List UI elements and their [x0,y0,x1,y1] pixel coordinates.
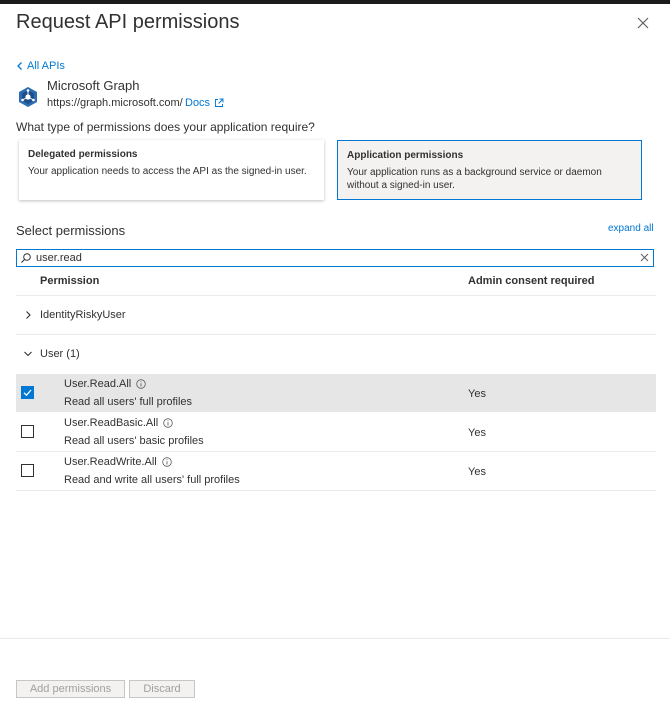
permission-description: Read and write all users' full profiles [64,474,240,486]
permission-name-cell [64,417,173,429]
api-url: https://graph.microsoft.com/ [47,97,183,109]
permission-description: Read all users' full profiles [64,396,193,408]
permission-search-input[interactable] [16,249,654,267]
group-identityriskyuser[interactable] [16,305,656,325]
row-divider [16,490,656,491]
consent-column-header[interactable]: Admin consent required [468,275,595,287]
application-description: Your application runs as a background service or daemon without a signed-in user. [347,167,602,191]
checkmark-icon [22,387,33,398]
header-divider [16,295,656,296]
permission-description: Read all users' basic profiles [64,435,204,447]
group-label: User (1) [40,348,80,360]
permission-type-question: What type of permissions does your application require? [16,120,315,134]
application-title: Application permissions [347,150,464,161]
chevron-down-icon [23,349,33,359]
permission-name: User.ReadWrite.All [64,456,157,468]
all-apis-link[interactable] [16,60,65,72]
microsoft-graph-logo-icon [17,86,39,108]
permission-checkbox[interactable] [21,464,34,477]
permission-name: User.ReadBasic.All [64,417,159,429]
table-row[interactable] [16,452,656,490]
permission-name: User.Read.All [64,378,132,390]
permission-name-cell [64,456,172,468]
permission-name-cell [64,378,146,390]
search-icon [20,252,32,264]
panel-title: Request API permissions [16,11,240,33]
search-value: user.read [36,252,82,264]
permission-checkbox[interactable] [21,425,34,438]
admin-consent-value: Yes [468,388,486,400]
group-user[interactable] [16,344,656,364]
docs-link[interactable] [185,97,224,109]
discard-button[interactable]: Discard [129,680,195,698]
chevron-left-icon [16,61,24,71]
close-icon[interactable] [634,14,652,32]
all-apis-label: All APIs [27,60,65,72]
admin-consent-value: Yes [468,466,486,478]
chevron-right-icon [23,310,33,320]
top-bar [0,0,670,4]
info-icon[interactable] [163,418,173,428]
clear-icon[interactable] [640,253,649,262]
permission-checkbox[interactable] [21,386,34,399]
admin-consent-value: Yes [468,427,486,439]
table-row[interactable] [16,374,656,412]
footer-divider [0,638,670,639]
api-name: Microsoft Graph [47,78,140,93]
delegated-permissions-card[interactable] [19,140,324,200]
external-link-icon [214,98,224,108]
info-icon[interactable] [162,457,172,467]
docs-label: Docs [185,97,211,109]
table-row[interactable] [16,413,656,451]
group-divider [16,334,656,335]
permission-column-header[interactable]: Permission [40,275,100,287]
delegated-title: Delegated permissions [28,149,138,160]
group-label: IdentityRiskyUser [40,309,126,321]
expand-all-link[interactable]: expand all [608,223,654,234]
select-permissions-label: Select permissions [16,223,126,238]
delegated-description: Your application needs to access the API as the signed-in user. [28,166,307,177]
info-icon[interactable] [136,379,146,389]
application-permissions-card[interactable] [337,140,642,200]
add-permissions-button[interactable]: Add permissions [16,680,125,698]
